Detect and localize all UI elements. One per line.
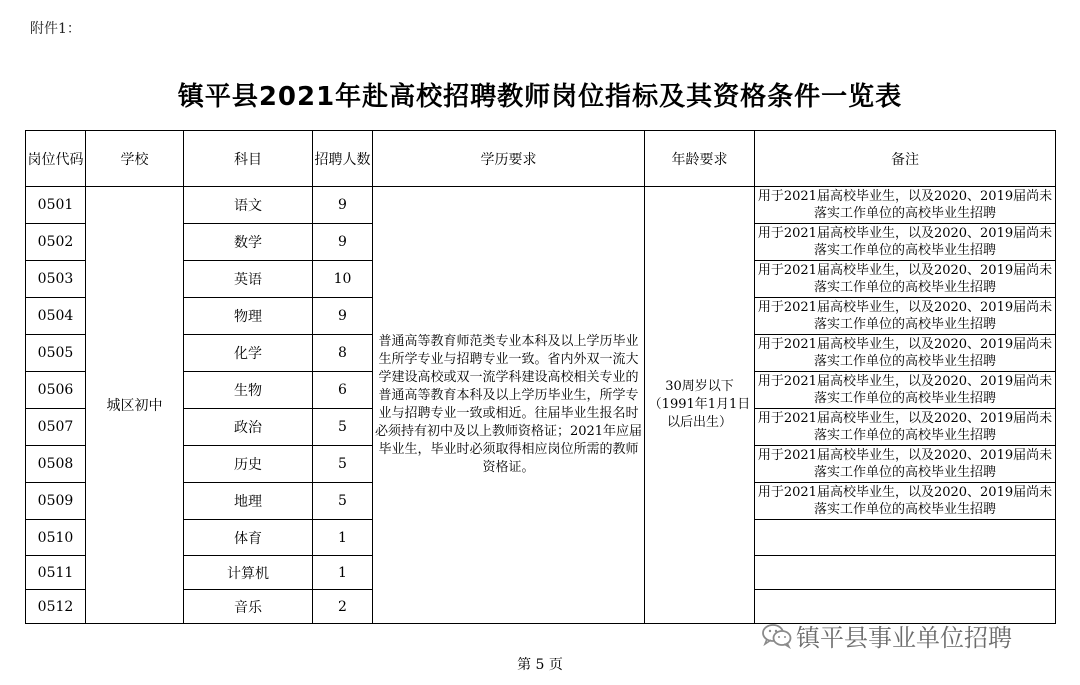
cell-code: 0503 [26,261,86,298]
watermark-text: 镇平县事业单位招聘 [796,624,1012,652]
table-header-row [26,131,1056,187]
cell-subject: 政治 [184,409,313,446]
table-row [26,187,1056,224]
cell-note: 用于2021届高校毕业生，以及2020、2019届尚未落实工作单位的高校毕业生招聘 [755,298,1056,335]
cell-count: 6 [313,372,373,409]
cell-count: 2 [313,590,373,624]
cell-note: 用于2021届高校毕业生，以及2020、2019届尚未落实工作单位的高校毕业生招聘 [755,409,1056,446]
page-title: 镇平县2021年赴高校招聘教师岗位指标及其资格条件一览表 [177,82,903,112]
cell-code: 0510 [26,520,86,556]
header-education: 学历要求 [373,131,645,187]
cell-subject: 语文 [184,187,313,224]
cell-count: 5 [313,483,373,520]
header-school: 学校 [86,131,184,187]
cell-note: 用于2021届高校毕业生，以及2020、2019届尚未落实工作单位的高校毕业生招聘 [755,187,1056,224]
cell-code: 0505 [26,335,86,372]
cell-code: 0506 [26,372,86,409]
cell-subject: 物理 [184,298,313,335]
cell-count: 9 [313,187,373,224]
cell-count: 9 [313,224,373,261]
cell-note: 用于2021届高校毕业生，以及2020、2019届尚未落实工作单位的高校毕业生招聘 [755,372,1056,409]
cell-note: 用于2021届高校毕业生，以及2020、2019届尚未落实工作单位的高校毕业生招聘 [755,446,1056,483]
cell-code: 0508 [26,446,86,483]
cell-subject: 计算机 [184,556,313,590]
cell-subject: 音乐 [184,590,313,624]
watermark [762,618,1012,653]
cell-note [755,520,1056,556]
cell-code: 0504 [26,298,86,335]
wechat-icon [762,623,792,649]
header-notes: 备注 [755,131,1056,187]
cell-note: 用于2021届高校毕业生，以及2020、2019届尚未落实工作单位的高校毕业生招聘 [755,224,1056,261]
cell-count: 1 [313,556,373,590]
cell-count: 5 [313,446,373,483]
cell-code: 0507 [26,409,86,446]
page-footer: 第 5 页 [517,657,563,673]
cell-education-requirements: 普通高等教育师范类专业本科及以上学历毕业生所学专业与招聘专业一致。省内外双一流大学建设高校或双一流学科建设高校相关专业的普通高等教育本科及以上学历毕业生，所学专业与招聘专业一致或相近。往届毕业生报名时必须持有初中及以上教师资格证；2021年应届毕业生，毕业时必须取得相应岗位所需的教师资格证。 [373,187,645,624]
cell-subject: 生物 [184,372,313,409]
attachment-label: 附件1： [30,21,81,37]
cell-count: 10 [313,261,373,298]
cell-subject: 体育 [184,520,313,556]
cell-note: 用于2021届高校毕业生，以及2020、2019届尚未落实工作单位的高校毕业生招聘 [755,335,1056,372]
cell-count: 9 [313,298,373,335]
cell-count: 1 [313,520,373,556]
cell-count: 5 [313,409,373,446]
cell-subject: 历史 [184,446,313,483]
cell-age-requirements: 30周岁以下（1991年1月1日以后出生） [645,187,755,624]
cell-school: 城区初中 [86,187,184,624]
cell-code: 0511 [26,556,86,590]
cell-subject: 英语 [184,261,313,298]
cell-subject: 数学 [184,224,313,261]
cell-code: 0502 [26,224,86,261]
recruitment-table [25,130,1056,624]
cell-subject: 地理 [184,483,313,520]
cell-subject: 化学 [184,335,313,372]
cell-count: 8 [313,335,373,372]
cell-code: 0501 [26,187,86,224]
cell-note [755,556,1056,590]
cell-note: 用于2021届高校毕业生，以及2020、2019届尚未落实工作单位的高校毕业生招聘 [755,483,1056,520]
cell-note: 用于2021届高校毕业生，以及2020、2019届尚未落实工作单位的高校毕业生招聘 [755,261,1056,298]
cell-code: 0512 [26,590,86,624]
header-age: 年龄要求 [645,131,755,187]
header-code: 岗位代码 [26,131,86,187]
cell-code: 0509 [26,483,86,520]
header-count: 招聘人数 [313,131,373,187]
header-subject: 科目 [184,131,313,187]
